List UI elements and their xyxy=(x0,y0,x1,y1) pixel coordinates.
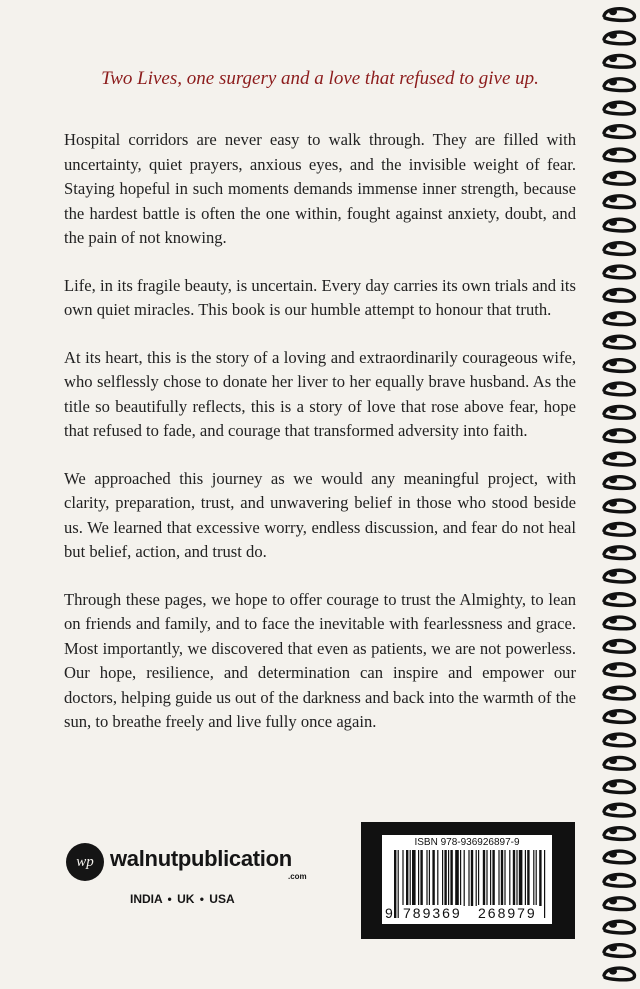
barcode-bar xyxy=(420,850,422,906)
spiral-ring xyxy=(604,921,635,933)
spiral-ring xyxy=(604,126,635,138)
spiral-ring xyxy=(604,9,635,21)
barcode-bar xyxy=(516,850,517,906)
spiral-ring xyxy=(604,875,635,887)
barcode-bar xyxy=(464,850,465,906)
barcode-bar xyxy=(394,850,396,918)
spiral-ring xyxy=(604,641,635,653)
barcode-bar xyxy=(527,850,529,906)
spiral-ring xyxy=(604,313,635,325)
spiral-ring xyxy=(604,79,635,91)
spiral-ring xyxy=(604,32,635,44)
spiral-ring xyxy=(604,430,635,442)
barcode-bar xyxy=(504,850,505,906)
barcode-bar xyxy=(498,850,499,906)
barcode-bar xyxy=(492,850,494,906)
barcode-bar xyxy=(486,850,487,906)
paragraph: At its heart, this is the story of a loving and extraordinarily courageous wife, who selflessly chose to donate her liver to her equally brave husband. As the title so beautifully reflects, this is a story of love that rose above fear, hope that refused to fade, and courage that transformed adversity into faith. xyxy=(64,347,576,440)
isbn-digit-first: 9 xyxy=(385,905,393,921)
publisher-countries: INDIA • UK • USA xyxy=(130,892,235,906)
spiral-ring xyxy=(604,243,635,255)
barcode-bar xyxy=(513,850,515,906)
barcode-bar xyxy=(519,850,523,906)
paragraph: Life, in its fragile beauty, is uncertain. Every day carries its own trials and its own quiet miracles. This book is our humble attempt to honour that truth. xyxy=(64,275,576,319)
spiral-ring xyxy=(604,102,635,114)
spiral-ring xyxy=(604,617,635,629)
barcode-bar xyxy=(398,850,399,918)
isbn-digit-group-1: 789369 xyxy=(403,905,462,921)
spiral-ring xyxy=(604,477,635,489)
back-cover-blurb xyxy=(64,128,576,758)
spiral-ring xyxy=(604,898,635,910)
spiral-ring xyxy=(604,173,635,185)
spiral-ring xyxy=(604,804,635,816)
barcode-bar xyxy=(471,850,473,906)
spiral-ring xyxy=(604,594,635,606)
barcode-bar xyxy=(476,850,477,906)
spiral-ring xyxy=(604,407,635,419)
barcode-bar xyxy=(448,850,449,906)
barcode-bar xyxy=(536,850,537,906)
barcode-bar xyxy=(429,850,430,906)
barcode-bar xyxy=(539,850,541,906)
spiral-ring xyxy=(604,56,635,68)
isbn-label: ISBN 978-936926897-9 xyxy=(414,837,520,848)
paragraph: We approached this journey as we would any meaningful project, with clarity, preparation, trust, and unwavering belief in those who stood beside us. We learned that excessive worry, endless discussion, and fear do not heal but belief, action, and trust do. xyxy=(64,468,576,561)
spiral-ring xyxy=(604,149,635,161)
publisher-monogram-icon: wp xyxy=(66,843,104,881)
spiral-ring xyxy=(604,383,635,395)
spiral-ring xyxy=(604,828,635,840)
barcode-bar xyxy=(468,850,469,906)
barcode-bar xyxy=(455,850,459,906)
publisher-name: walnutpublication xyxy=(110,846,292,871)
paragraph: Through these pages, we hope to offer courage to trust the Almighty, to lean on friends and family, and to face the inevitable with fearlessness and grace. Most importantly, we discovered that even as patients, we are not powerless. Our hope, resilience, and determination can inspire and empower our doctors, helping guide us out of the darkness and back into the warmth of the sun, to breathe freely and live fully once again. xyxy=(64,589,576,731)
barcode-bar xyxy=(426,850,427,906)
barcode-bar xyxy=(525,850,526,906)
isbn-digit-group-2: 268979 xyxy=(478,905,537,921)
barcode-bar xyxy=(402,850,403,906)
barcode-bar xyxy=(442,850,443,906)
spiral-ring xyxy=(604,547,635,559)
barcode-bar xyxy=(460,850,461,906)
barcode-bar xyxy=(437,850,438,906)
publisher-logo xyxy=(66,843,326,915)
spiral-ring xyxy=(604,196,635,208)
isbn-barcode xyxy=(361,822,575,939)
spiral-ring xyxy=(604,664,635,676)
spiral-ring xyxy=(604,453,635,465)
spiral-binding xyxy=(600,0,640,989)
barcode-bar xyxy=(432,850,434,906)
spiral-ring xyxy=(604,758,635,770)
barcode-bar xyxy=(444,850,446,906)
barcode-bar xyxy=(412,850,416,906)
barcode-bar xyxy=(490,850,491,906)
publisher-domain: .com xyxy=(288,872,307,881)
barcode-bar xyxy=(418,850,419,906)
spiral-ring xyxy=(604,945,635,957)
spiral-ring xyxy=(604,734,635,746)
barcode-bar xyxy=(483,850,485,906)
barcode-bar xyxy=(478,850,479,906)
spiral-ring xyxy=(604,851,635,863)
spiral-ring xyxy=(604,336,635,348)
spiral-ring xyxy=(604,266,635,278)
spiral-ring xyxy=(604,711,635,723)
barcode-bar xyxy=(406,850,408,906)
barcode-panel xyxy=(382,835,552,924)
spiral-ring xyxy=(604,524,635,536)
barcode-bar xyxy=(544,850,545,918)
barcode-bar xyxy=(410,850,411,906)
spiral-ring xyxy=(604,687,635,699)
spiral-ring xyxy=(604,360,635,372)
spiral-ring xyxy=(604,500,635,512)
barcode-bar xyxy=(533,850,534,906)
spiral-ring xyxy=(604,290,635,302)
spiral-ring xyxy=(604,219,635,231)
paragraph: Hospital corridors are never easy to walk through. They are filled with uncertainty, quiet prayers, anxious eyes, and the invisible weight of fear. Staying hopeful in such moments demands immense inner strength, because the hardest battle is often the one within, fought against anxiety, doubt, and the pain of not knowing. xyxy=(64,130,576,247)
tagline: Two Lives, one surgery and a love that refused to give up. xyxy=(101,68,539,89)
spiral-ring xyxy=(604,570,635,582)
spiral-ring xyxy=(604,781,635,793)
barcode-bar xyxy=(509,850,510,906)
barcode-bar xyxy=(450,850,452,906)
spiral-ring xyxy=(604,968,635,980)
